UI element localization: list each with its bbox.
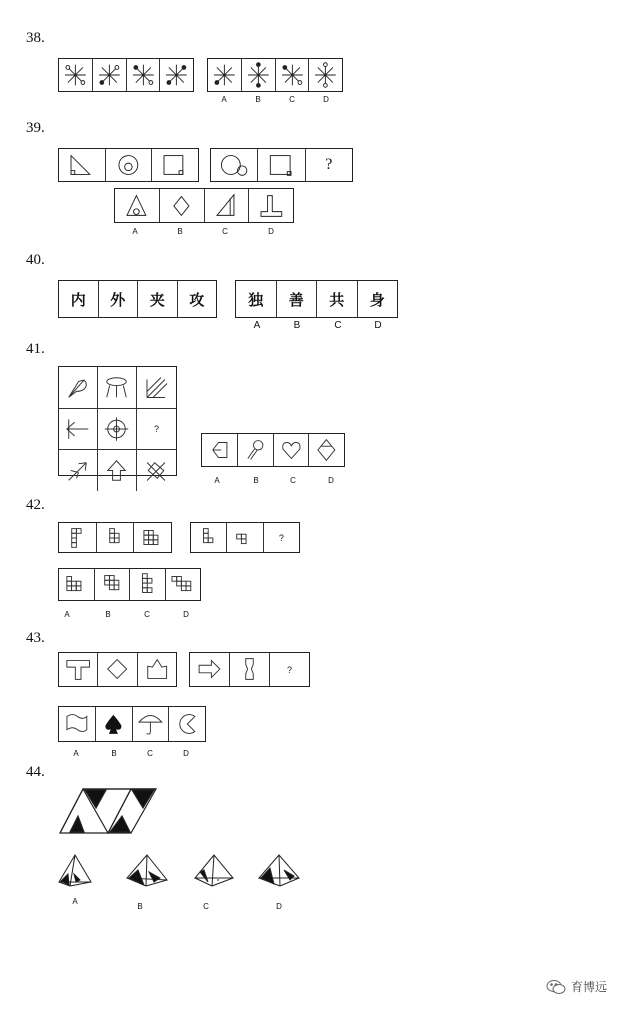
option-label: D	[183, 610, 189, 619]
q43-target-figure	[190, 653, 230, 686]
q41-grid-cell	[137, 450, 176, 491]
q43-target-figure	[230, 653, 270, 686]
q40-stem-row	[58, 280, 217, 318]
question-mark: ?	[278, 532, 284, 543]
q39-stem-figure	[59, 149, 106, 181]
option-label: B	[105, 610, 111, 619]
q39-target-figure	[211, 149, 258, 181]
question-mark: ?	[286, 664, 292, 675]
q40-option-char[interactable]: 身	[369, 290, 385, 309]
option-label: D	[183, 749, 189, 758]
q41-grid-cell	[137, 367, 176, 409]
q38-option-figure[interactable]	[309, 59, 342, 91]
q39-option-figure[interactable]	[160, 189, 205, 222]
q38-option-figure[interactable]	[208, 59, 242, 91]
option-label: B	[177, 227, 183, 236]
q39-option-figure[interactable]	[205, 189, 250, 222]
option-label: B	[253, 476, 259, 485]
q42-stem-figure	[59, 523, 97, 552]
question-number: 40.	[26, 252, 45, 268]
q43-stem-row	[58, 652, 177, 687]
q42-options-row	[58, 568, 201, 601]
q40-stem-char: 攻	[189, 290, 205, 309]
q41-grid-cell	[98, 409, 137, 450]
q40-options-row	[235, 280, 398, 318]
option-label: C	[147, 749, 153, 758]
q39-option-figure[interactable]	[115, 189, 160, 222]
option-label: B	[293, 320, 301, 331]
q42-option-figure[interactable]	[59, 569, 95, 600]
q42-option-figure[interactable]	[166, 569, 201, 600]
question-number: 38.	[26, 30, 45, 46]
q40-stem-char: 内	[59, 281, 99, 317]
option-label: D	[323, 95, 329, 104]
q41-grid-cell	[59, 450, 98, 491]
q38-option-figure[interactable]	[276, 59, 310, 91]
q41-option-figure[interactable]	[202, 434, 238, 466]
option-label: B	[255, 95, 261, 104]
q42-option-figure[interactable]	[130, 569, 166, 600]
option-label: C	[289, 95, 295, 104]
question-number: 43.	[26, 630, 45, 646]
option-label: D	[268, 227, 274, 236]
q43-stem-figure	[98, 653, 137, 686]
q43-option-figure[interactable]	[59, 707, 96, 741]
q40-option-char[interactable]: 善	[277, 281, 318, 317]
q40-option-char[interactable]: 共	[317, 281, 358, 317]
q38-stem-figure	[127, 59, 161, 91]
option-label: B	[111, 749, 117, 758]
option-label: C	[290, 476, 296, 485]
option-label: C	[144, 610, 150, 619]
q43-option-figure[interactable]	[169, 707, 205, 741]
q42-target-figure	[227, 523, 263, 552]
question-number: 42.	[26, 497, 45, 513]
q41-grid-cell	[98, 450, 137, 491]
q39-options-row	[114, 188, 294, 223]
q42-stem-row	[58, 522, 172, 553]
q38-option-figure[interactable]	[242, 59, 276, 91]
wechat-icon	[546, 979, 566, 995]
option-label: A	[64, 610, 70, 619]
watermark	[546, 978, 607, 995]
option-label: A	[221, 95, 227, 104]
q44-option-pyramid[interactable]	[256, 852, 302, 888]
option-label: D	[276, 902, 282, 911]
question-mark: ?	[325, 156, 333, 173]
q41-options-row	[201, 433, 345, 467]
q42-target-row	[190, 522, 300, 553]
q38-stem-row	[58, 58, 194, 92]
option-label: A	[214, 476, 220, 485]
q41-option-figure[interactable]	[309, 434, 344, 466]
option-label: A	[132, 227, 138, 236]
q42-stem-figure	[97, 523, 135, 552]
option-label: A	[72, 897, 78, 906]
q39-stem-figure	[106, 149, 153, 181]
watermark-text: 育博远	[571, 980, 608, 994]
q41-grid	[58, 366, 177, 476]
q43-options-row	[58, 706, 206, 742]
q39-target-row	[210, 148, 353, 182]
q43-stem-figure	[59, 653, 98, 686]
q38-stem-figure	[160, 59, 193, 91]
q44-option-pyramid[interactable]	[56, 852, 94, 888]
option-label: A	[73, 749, 79, 758]
question-number: 39.	[26, 120, 45, 136]
q43-target-row	[189, 652, 310, 687]
q41-grid-cell	[59, 367, 98, 409]
question-number: 41.	[26, 341, 45, 357]
q41-option-figure[interactable]	[274, 434, 310, 466]
q39-option-figure[interactable]	[249, 189, 293, 222]
q43-stem-figure	[138, 653, 176, 686]
q41-option-figure[interactable]	[238, 434, 274, 466]
q44-option-pyramid[interactable]	[124, 852, 170, 888]
q44-unfolded-net	[58, 786, 158, 836]
q42-stem-figure	[134, 523, 171, 552]
option-label: C	[222, 227, 228, 236]
q40-option-char[interactable]: 独	[236, 281, 277, 317]
option-label: C	[334, 320, 342, 331]
question-number: 44.	[26, 764, 45, 780]
q38-stem-figure	[59, 59, 93, 91]
option-label: A	[253, 320, 261, 331]
q39-target-figure	[258, 149, 305, 181]
option-label: D	[374, 320, 382, 331]
q41-grid-cell	[98, 367, 137, 409]
q42-target-figure	[191, 523, 227, 552]
q42-option-figure[interactable]	[95, 569, 131, 600]
option-label: C	[203, 902, 209, 911]
q39-stem-row	[58, 148, 199, 182]
q40-stem-char: 外	[99, 281, 139, 317]
q39-stem-figure	[152, 149, 198, 181]
option-label: D	[328, 476, 334, 485]
question-mark: ?	[137, 409, 176, 450]
q38-options-row	[207, 58, 343, 92]
q44-option-pyramid[interactable]	[192, 852, 236, 888]
q38-stem-figure	[93, 59, 127, 91]
q40-stem-char: 夹	[138, 281, 178, 317]
q43-option-figure[interactable]	[133, 707, 170, 741]
q41-grid-cell	[59, 409, 98, 450]
option-label: B	[137, 902, 143, 911]
q43-option-figure[interactable]	[96, 707, 133, 741]
